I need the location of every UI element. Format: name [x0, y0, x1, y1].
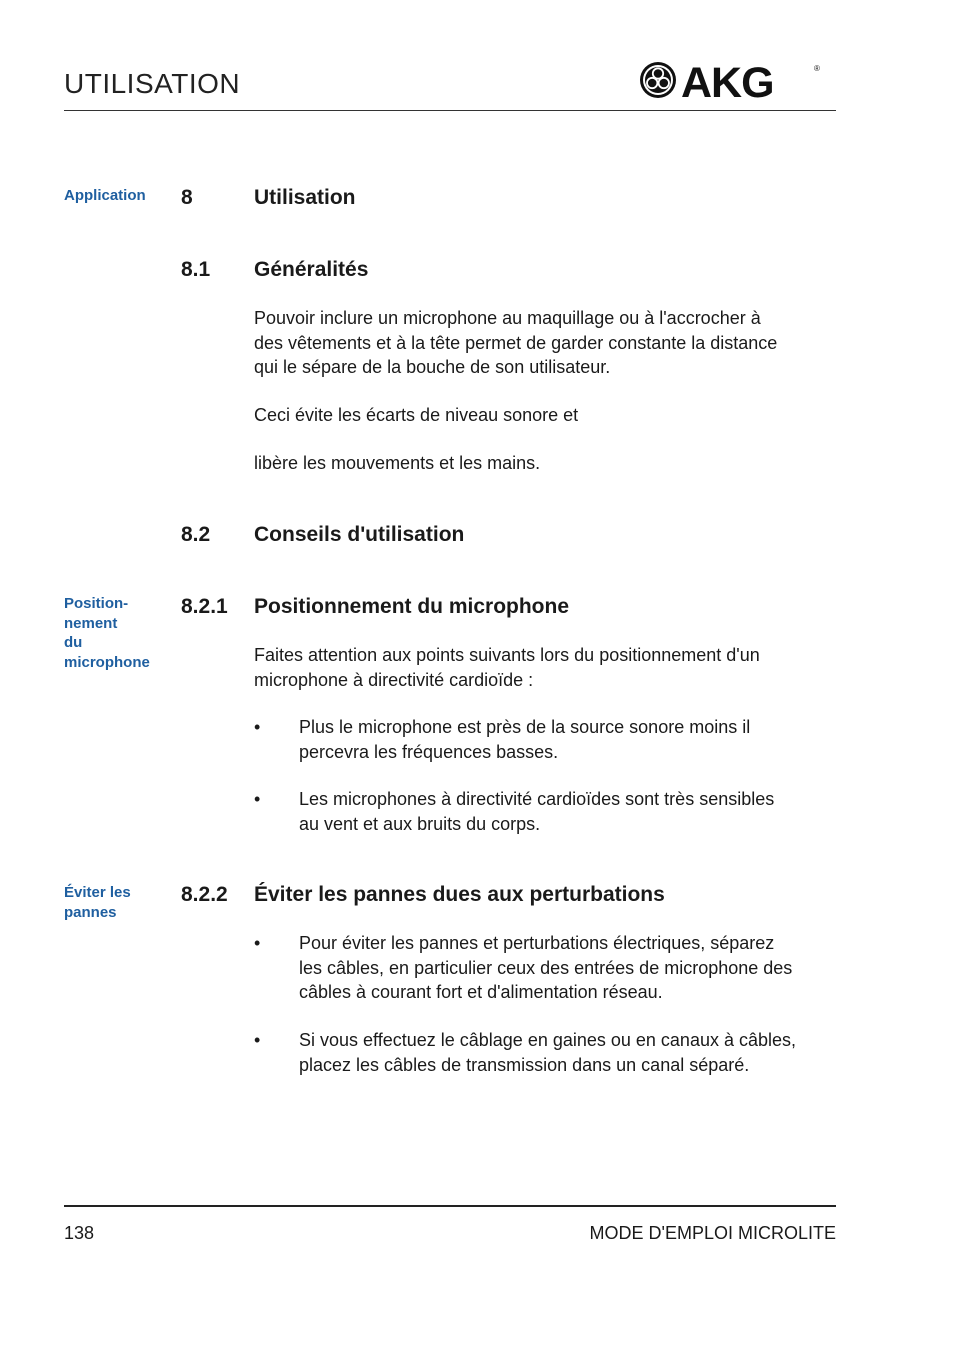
section-heading: Éviter les pannes dues aux perturbations — [254, 883, 665, 906]
list-item-line: percevra les fréquences basses. — [299, 741, 559, 762]
section-number: 8.2 — [181, 523, 211, 546]
list-item — [299, 787, 839, 836]
header-divider — [64, 110, 836, 111]
margin-note-application: Application — [64, 187, 146, 204]
footer-divider — [64, 1205, 836, 1207]
paragraph: libère les mouvements et les mains. — [254, 453, 541, 473]
section-number: 8.2.1 — [181, 595, 228, 618]
section-number: 8.2.2 — [181, 883, 228, 906]
paragraph — [254, 306, 834, 380]
margin-note-line: pannes — [64, 903, 117, 921]
registered-mark: ® — [814, 64, 820, 73]
list-item-line: Pour éviter les pannes et perturbations électriques, séparez — [299, 933, 775, 953]
list-item-line: câbles à courant fort et d'alimentation réseau. — [299, 982, 663, 1002]
list-item — [299, 931, 839, 1005]
akg-logo-emblem-icon — [640, 62, 676, 98]
list-item-line: Les microphones à directivité cardioïdes sont très sensibles — [299, 789, 775, 809]
margin-note-line: du — [64, 634, 83, 651]
margin-note-line: Position- — [64, 595, 129, 612]
paragraph-line: Pouvoir inclure un microphone au maquillage ou à l'accrocher à — [254, 308, 761, 328]
akg-logo-text: AKG — [681, 59, 774, 102]
paragraph: Ceci évite les écarts de niveau sonore et — [254, 405, 579, 425]
akg-logo — [638, 58, 824, 102]
page-number: 138 — [64, 1223, 95, 1243]
margin-note-eviter — [64, 883, 174, 922]
bullet-icon: • — [254, 789, 261, 809]
list-item — [299, 715, 839, 764]
section-number: 8.1 — [181, 258, 211, 281]
page-header-title: UTILISATION — [64, 68, 241, 99]
paragraph-line: microphone à directivité cardioïde : — [254, 669, 534, 690]
list-item-line: Plus le microphone est près de la source sonore moins il — [299, 717, 751, 737]
list-item — [299, 1028, 839, 1077]
margin-note-line: microphone — [64, 653, 150, 671]
document-title: MODE D'EMPLOI MICROLITE — [589, 1223, 836, 1243]
margin-note-line: Éviter les — [64, 884, 131, 901]
paragraph-line: Faites attention aux points suivants lors du positionnement d'un — [254, 645, 760, 665]
margin-note-line: nement — [64, 614, 118, 632]
list-item-line: placez les câbles de transmission dans un canal séparé. — [299, 1054, 750, 1075]
margin-note-positionnement — [64, 594, 174, 672]
paragraph — [254, 643, 834, 692]
bullet-icon: • — [254, 933, 261, 953]
paragraph-line: des vêtements et à la tête permet de garder constante la distance — [254, 332, 778, 353]
section-heading: Conseils d'utilisation — [254, 523, 465, 546]
section-heading: Positionnement du microphone — [254, 595, 570, 618]
list-item-line: au vent et aux bruits du corps. — [299, 813, 541, 834]
section-heading: Généralités — [254, 258, 369, 281]
section-heading: Utilisation — [254, 186, 356, 209]
section-number: 8 — [181, 186, 193, 209]
bullet-icon: • — [254, 1030, 261, 1050]
paragraph-line: qui le sépare de la bouche de son utilisateur. — [254, 357, 611, 377]
list-item-line: Si vous effectuez le câblage en gaines ou en canaux à câbles, — [299, 1030, 797, 1050]
bullet-icon: • — [254, 717, 261, 737]
list-item-line: les câbles, en particulier ceux des entrées de microphone des — [299, 957, 793, 978]
